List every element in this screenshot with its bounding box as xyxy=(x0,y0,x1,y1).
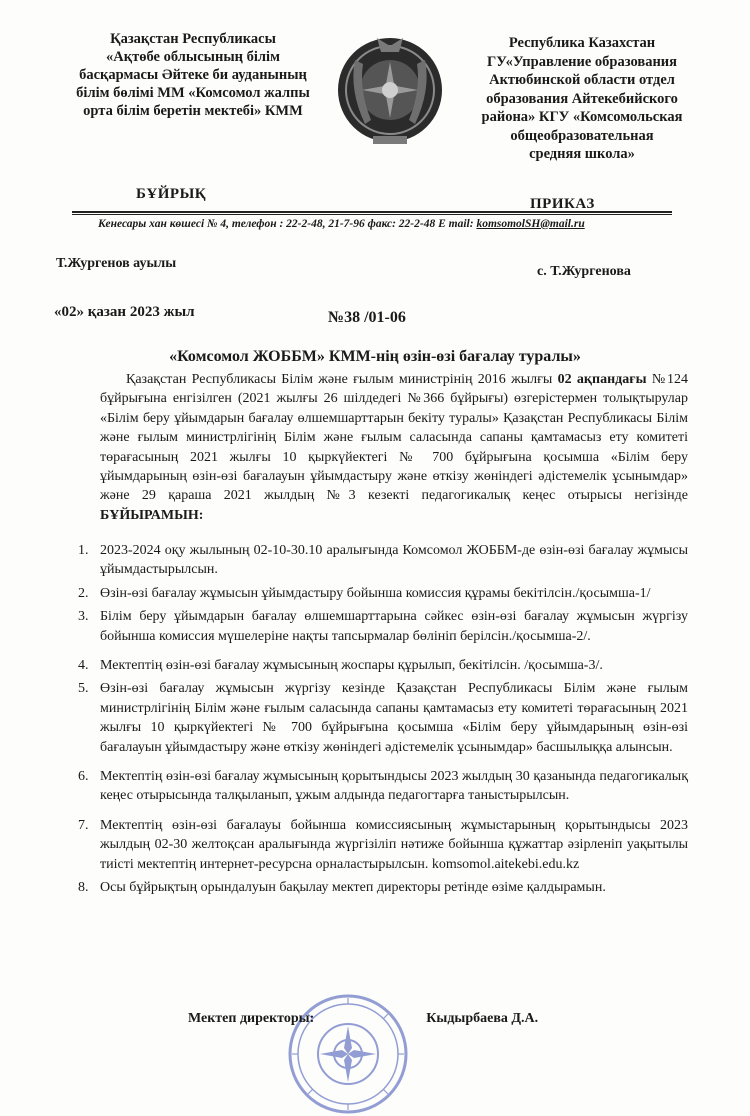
document-title: «Комсомол ЖОББМ» КММ-нің өзін-өзі бағалау туралы» xyxy=(169,348,581,365)
item-text: Мектептің өзін-өзі бағалауы бойынша комиссиясының жұмыстарының қорытындысы 2023 жылдың 02-30 желтоқсан аралығында жүргізіліп нәтиже бойынша құжаттар әзірленіп уақытылы тиісті мектептің интернет-ресурсна орналастырылсын. komsomol.aitekebi.edu.kz xyxy=(100,817,688,872)
state-emblem-icon xyxy=(335,32,445,150)
place-kz: Т.Жургенов ауылы xyxy=(56,256,177,271)
intro-text-cont: №124 бұйрығына енгізілген (2021 жылғы 26 шілдедегі №366 бұйрығы) өзгерістермен толықтырулар «Білім беру ұйымдарын бағалау өлшемшарттарын бекіту туралы» Қазақстан Республикасы Білім және ғылым министрлігінің Білім және ғылым саласында сапаны қамтамасыз ету комитеті төрағасының 2021 жылғы 10 қыркүйектегі № 700 бұйрығына қосымша «Білім беру ұйымдарының өзін-өзі бағалауын ұйымдастыру және өткізу жөніндегі әдістемелік ұсынымдар» және 29 қараша 2021 жылдың №3 кезекті педагогикалық кеңес отырысы негізінде xyxy=(100,372,688,504)
header-ru-line: средняя школа» xyxy=(529,146,635,162)
order-number: №38 /01-06 xyxy=(328,309,406,326)
order-items-list xyxy=(78,541,688,898)
signature-name: Кыдырбаева Д.А. xyxy=(426,1011,539,1026)
item-text: Өзін-өзі бағалау жұмысын жүргізу кезінде Қазақстан Республикасы Білім және ғылым министрлігінің Білім және ғылым саласында сапаны қамтамасыз ету комитеті төрағасының 2021 жылғы 10 қыркүйектегі № 700 бұйрығына қосымша «Білім беру ұйымдарының өзін-өзі бағалауын ұйымдастыру және өткізу жөніндегі әдістемелік ұсынымдар» басшылыққа алынсын. xyxy=(100,681,688,755)
item-text: Мектептің өзін-өзі бағалау жұмысының қорытындысы 2023 жылдың 30 қазанында педагогикалық кеңес отырысында талқыланып, ұжым алдында педагогтарға таныстырылсын. xyxy=(100,769,688,804)
doc-type-kz: БҰЙРЫҚ xyxy=(136,186,207,202)
item-text: Мектептің өзін-өзі бағалау жұмысының жоспары құрылып, бекітілсін. /қосымша-3/. xyxy=(100,658,603,674)
item-number: 6. xyxy=(78,769,89,785)
item-number: 8. xyxy=(78,880,89,896)
header-kz-line: басқармасы Әйтеке би ауданының xyxy=(79,67,307,83)
signature-role: Мектеп директоры: xyxy=(188,1011,315,1026)
list-item xyxy=(78,816,688,874)
header-divider xyxy=(72,211,672,213)
list-item xyxy=(78,541,688,580)
header-divider-thin xyxy=(72,214,672,215)
contact-line xyxy=(98,218,585,230)
header-organization-ru xyxy=(452,34,712,164)
list-item xyxy=(78,679,688,757)
intro-bold-order: БҰЙЫРАМЫН: xyxy=(100,507,204,523)
header-ru-line: района» КГУ «Комсомольская xyxy=(481,109,683,125)
order-date: «02» қазан 2023 жыл xyxy=(54,304,195,320)
header-ru-line: ГУ«Управление образования xyxy=(486,53,678,70)
header-kz-line: білім бөлімі ММ «Комсомол жалпы xyxy=(76,85,310,101)
doc-type-ru: ПРИКАЗ xyxy=(530,196,595,212)
intro-text: Қазақстан Республикасы Білім және ғылым министрінің 2016 жылғы xyxy=(126,372,558,387)
header-ru-line: образования Айтекебийского xyxy=(486,90,678,107)
item-number: 7. xyxy=(78,817,89,833)
header-ru-line: общеобразовательная xyxy=(510,127,654,144)
header-kz-line: орта білім беретін мектебі» КММ xyxy=(83,103,303,119)
item-number: 2. xyxy=(78,585,89,601)
contact-email[interactable]: komsomolSH@mail.ru xyxy=(476,218,585,230)
list-item xyxy=(78,656,688,675)
list-item xyxy=(78,767,688,806)
item-number: 3. xyxy=(78,609,89,625)
item-text: Осы бұйрықтың орындалуын бақылау мектеп директоры ретінде өзіме қалдырамын. xyxy=(100,880,606,896)
place-ru: с. Т.Жургенова xyxy=(537,264,631,279)
item-text: Өзін-өзі бағалау жұмысын ұйымдастыру бойынша комиссия құрамы бекітілсін./қосымша-1/ xyxy=(100,585,651,601)
item-text: 2023-2024 оқу жылының 02-10-30.10 аралығында Комсомол ЖОББМ-де өзін-өзі бағалау жұмысы ұйымдастырылсын. xyxy=(100,543,688,578)
item-text: Білім беру ұйымдарын бағалау өлшемшарттарына сәйкес өзін-өзі бағалау жұмысын жүргізу бойынша комиссия мүшелеріне нақты тапсырмалар бөлініп берілсін./қосымша-2/. xyxy=(100,609,688,644)
list-item xyxy=(78,607,688,646)
header-kz-line: «Ақтөбе облысының білім xyxy=(106,49,280,65)
item-number: 5. xyxy=(78,681,89,697)
header-organization-kz xyxy=(48,30,338,120)
header-ru-line: Республика Казахстан xyxy=(508,35,656,51)
header-kz-line: Қазақстан Республикасы xyxy=(110,31,276,47)
contact-address: Кенесары хан көшесі № 4, телефон : 22-2-48, 21-7-96 факс: 22-2-48 E mail: xyxy=(98,218,477,230)
intro-bold-date: 02 ақпандағы xyxy=(557,372,647,387)
item-number: 1. xyxy=(78,543,89,558)
list-item xyxy=(78,584,688,603)
list-item xyxy=(78,878,688,897)
header-ru-line: Актюбинской области отдел xyxy=(489,72,675,88)
intro-paragraph xyxy=(100,370,688,525)
item-number: 4. xyxy=(78,658,89,674)
signature-line xyxy=(188,1011,538,1027)
